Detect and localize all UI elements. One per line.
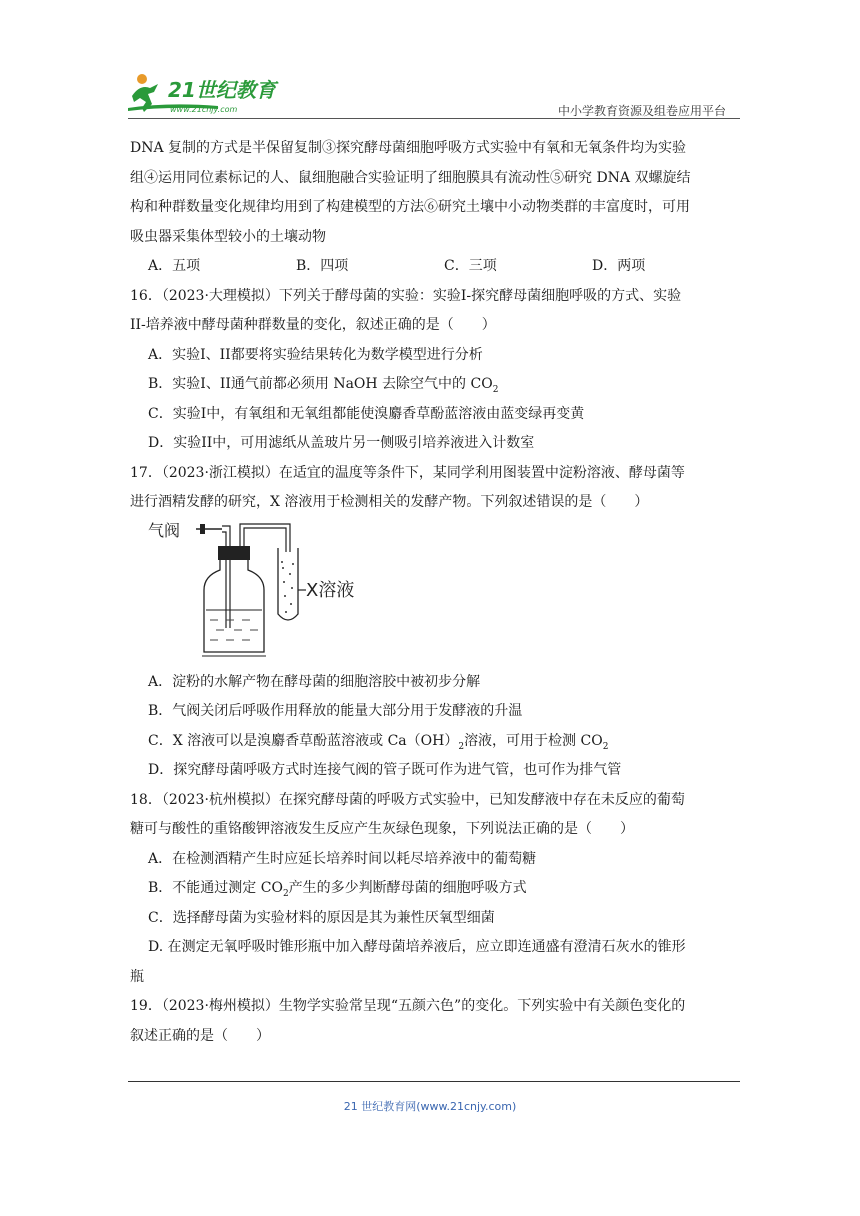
q17-option-c [130,727,740,757]
subscript: 2 [492,384,499,395]
page-header [128,72,740,118]
q18-option-c: C．选择酵母菌为实验材料的原因是其为兼性厌氧型细菌 [148,909,495,926]
q15-line: 吸虫器采集体型较小的土壤动物 [130,228,326,245]
footer-text: 21 世纪教育网(www.21cnjy.com) [343,1100,517,1113]
question-content [130,134,740,1051]
footer-divider [128,1081,740,1082]
x-solution-label: X溶液 [306,579,355,601]
q19-stem: 19．（2023·梅州模拟）生物学实验常呈现“五颜六色”的变化。下列实验中有关颜色变化的 [130,998,686,1014]
valve-label: 气阀 [148,520,181,540]
q17-option-c-text: 溶液，可用于检测 CO [464,732,603,749]
logo-url: www.21cnjy.com [170,105,238,114]
q17-option-b: B．气阀关闭后呼吸作用释放的能量大部分用于发酵液的升温 [148,703,523,719]
q15-line: DNA 复制的方式是半保留复制③探究酵母菌细胞呼吸方式实验中有氧和无氧条件均为实验 [130,140,687,156]
subscript: 2 [282,888,289,899]
q16-option-b [130,370,740,400]
q16-option-d: D．实验II中，可用滤纸从盖玻片另一侧吸引培养液进入计数室 [148,435,535,451]
q15-option-a: A．五项 [148,258,201,274]
subscript: 2 [458,741,465,752]
fermentation-apparatus-figure [130,518,740,668]
q18-option-d: D. 在测定无氧呼吸时锥形瓶中加入酵母菌培养液后，应立即连通盛有澄清石灰水的锥形 [148,939,686,955]
q19-stem: 叙述正确的是（ ） [130,1027,270,1044]
logo-21cnjy [128,72,298,116]
q16-option-c: C．实验I中，有氧组和无氧组都能使溴麝香草酚蓝溶液由蓝变绿再变黄 [148,405,585,422]
q18-option-d-cont: 瓶 [130,968,144,985]
q15-option-d: D．两项 [592,258,646,274]
q18-option-a: A．在检测酒精产生时应延长培养时间以耗尽培养液中的葡萄糖 [148,850,537,867]
logo-text: 21世纪教育 [168,78,276,102]
q15-option-c: C．三项 [444,258,497,274]
header-divider [128,118,740,119]
q18-stem: 18．（2023·杭州模拟）在探究酵母菌的呼吸方式实验中，已知发酵液中存在未反应的葡萄 [130,791,685,808]
q17-stem: 17．（2023·浙江模拟）在适宜的温度等条件下，某同学利用图装置中淀粉溶液、酵母菌等 [130,464,685,481]
q16-option-b-text: B．实验I、II通气前都必须用 NaOH 去除空气中的 CO [148,376,493,392]
q15-line: 构和种群数量变化规律均用到了构建模型的方法⑥研究土壤中小动物类群的丰富度时，可用 [130,199,690,215]
q15-line: 组④运用同位素标记的人、鼠细胞融合实验证明了细胞膜具有流动性⑤研究 DNA 双螺旋结 [130,169,691,186]
q15-option-b: B．四项 [296,258,349,274]
q15-options [130,252,740,282]
q17-option-a: A．淀粉的水解产物在酵母菌的细胞溶胶中被初步分解 [148,673,481,690]
q16-stem: 16．（2023·大理模拟）下列关于酵母菌的实验：实验I-探究酵母菌细胞呼吸的方式、实验 [130,287,682,304]
q18-stem: 糖可与酸性的重铬酸钾溶液发生反应产生灰绿色现象，下列说法正确的是（ ） [130,821,634,837]
q17-stem: 进行酒精发酵的研究，X 溶液用于检测相关的发酵产物。下列叙述错误的是（ ） [130,494,649,510]
header-platform-text: 中小学教育资源及组卷应用平台 [557,104,726,118]
q17-option-d: D．探究酵母菌呼吸方式时连接气阀的管子既可作为进气管，也可作为排气管 [148,762,622,778]
apparatus-diagram [130,518,390,668]
q18-option-b [130,874,740,904]
q17-option-c-text: C．X 溶液可以是溴麝香草酚蓝溶液或 Ca（OH） [148,732,459,749]
q16-option-a: A．实验I、II都要将实验结果转化为数学模型进行分析 [148,346,483,363]
q18-option-b-text: 产生的多少判断酵母菌的细胞呼吸方式 [288,880,527,896]
subscript: 2 [602,741,609,752]
q16-stem: II-培养液中酵母菌种群数量的变化，叙述正确的是（ ） [130,317,496,333]
q18-option-b-text: B．不能通过测定 CO [148,880,283,896]
